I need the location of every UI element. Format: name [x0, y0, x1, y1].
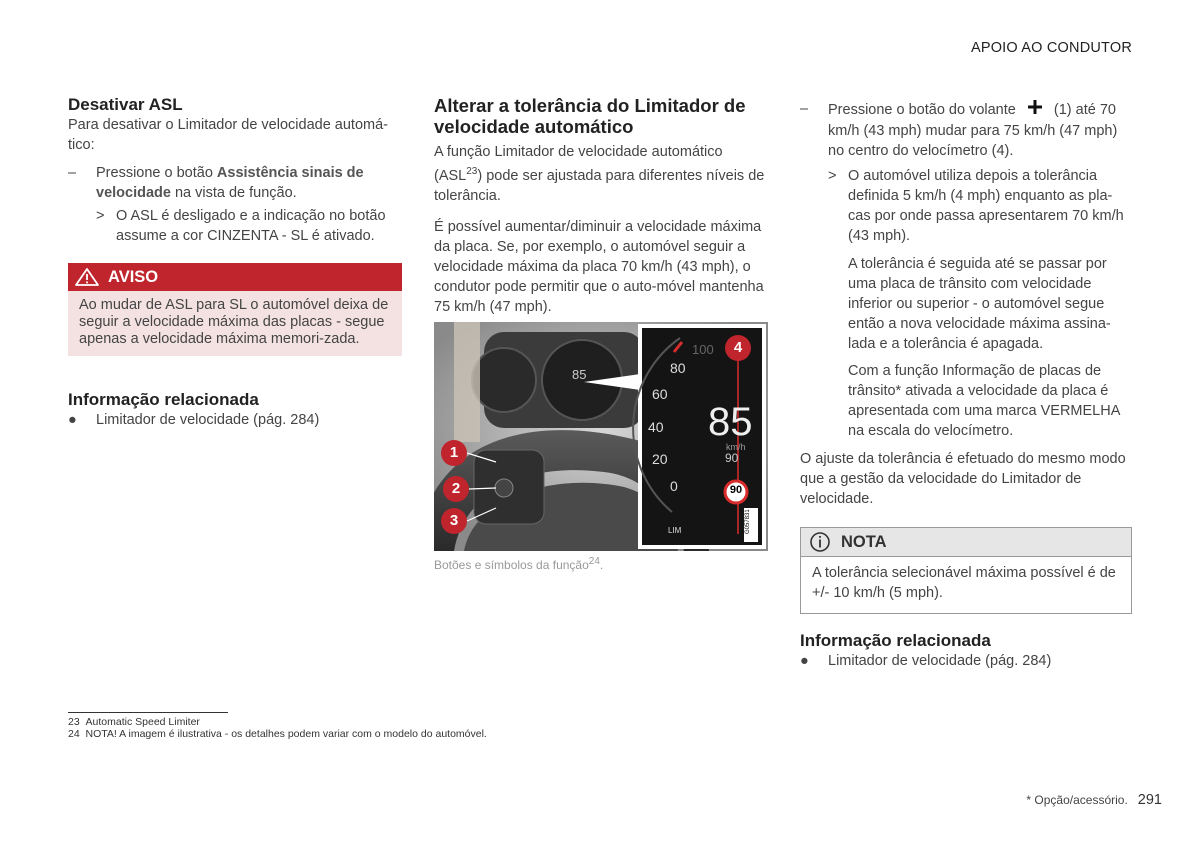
footnote-ref-23[interactable]: 23 [466, 166, 478, 177]
paragraph-sign-info: Com a função Informação de placas de trânsito* ativada a velocidade da placa é apresentada com uma marca VERMELHA na escala do velocímetro. [848, 363, 1120, 439]
figure-code: G057831 [745, 509, 751, 534]
result-item: > O automóvel utiliza depois a tolerância definida 5 km/h (4 mph) enquanto as pla-cas por onde passa apresentarem 70 km/h (43 mph). [828, 168, 1124, 244]
page-footer [1026, 792, 1162, 808]
column-3 [800, 99, 1132, 671]
tick-40: 40 [648, 419, 664, 435]
paragraph-example: É possível aumentar/diminuir a velocidade máxima da placa. Se, por exemplo, o automóvel seguir a velocidade máxima da placa 70 km/h (43 mph), o condutor pode permitir que o auto-móvel mantenha 75 km/h (47 mph). [434, 218, 764, 315]
speed-readout: 85 [708, 400, 753, 444]
info-icon [809, 531, 831, 553]
footnote-23: 23 Automatic Speed Limiter [68, 716, 200, 728]
callout-2: 2 [451, 480, 461, 497]
plus-icon [1020, 99, 1050, 121]
warning-header [68, 263, 402, 291]
footnote-ref-24[interactable]: 24 [588, 556, 600, 567]
paragraph-tolerance: A tolerância é seguida até se passar por uma placa de trânsito com velocidade inferior ou superior - o automóvel segue então a nova velocidade máxima assina-lada e a tolerância é apagada. [848, 256, 1111, 352]
page-number: 291 [1137, 792, 1162, 808]
dash-marker: – [800, 101, 809, 117]
paragraph-intro: A função Limitador de velocidade automático (ASL$^{23}$) pode ser ajustada para diferentes níveis de tolerância. [434, 144, 765, 204]
tick-60: 60 [652, 386, 668, 402]
column-1 [68, 95, 402, 430]
result-marker: > [828, 168, 837, 184]
note-box [800, 527, 1132, 614]
tick-20: 20 [652, 451, 668, 467]
button-name: Assistência sinais de velocidade [96, 165, 364, 201]
heading-tolerance: Alterar a tolerância do Limitador de velocidade automático [434, 95, 746, 137]
set-speed: 90 [725, 451, 739, 465]
tick-100: 100 [692, 342, 714, 357]
speed-sign: 90 [729, 484, 743, 496]
tick-0: 0 [670, 478, 678, 494]
warning-text: Ao mudar de ASL para SL o automóvel deixa de seguir a velocidade máxima das placas - segue apenas a velocidade máxima memori-zada. [68, 291, 402, 356]
warning-box [68, 263, 402, 356]
speed-unit: km/h [726, 442, 746, 452]
dash-marker: – [68, 165, 77, 181]
callout-3: 3 [449, 512, 459, 529]
bullet-dot: ● [800, 653, 809, 669]
note-title: NOTA [841, 533, 887, 551]
callout-4: 4 [733, 339, 743, 356]
option-note: * Opção/acessório. [1026, 793, 1128, 807]
column-2 [434, 95, 770, 317]
result-item: > O ASL é desligado e a indicação no botão assume a cor CINZENTA - SL é ativado. [96, 208, 386, 244]
section-header: APOIO AO CONDUTOR [970, 40, 1132, 56]
related-heading: Informação relacionada [68, 390, 259, 409]
note-header [801, 528, 1131, 557]
related-item[interactable]: ● Limitador de velocidade (pág. 284) [800, 653, 1052, 669]
intro-text: Para desativar o Limitador de velocidade automá-tico: [68, 117, 388, 153]
step-item: – Pressione o botão do volante (1) até 70 km/h (43 mph) mudar para 75 km/h (47 mph) no centro do velocímetro (4). [800, 101, 1118, 159]
step-item: – Pressione o botão Assistência sinais de velocidade na vista de função. [68, 165, 364, 201]
tick-80: 80 [670, 360, 686, 376]
result-marker: > [96, 208, 105, 224]
dashboard-speed: 85 [572, 367, 587, 382]
related-item[interactable]: ● Limitador de velocidade (pág. 284) [68, 412, 320, 428]
footnotes [68, 712, 487, 740]
lim-label: LIM [668, 526, 682, 535]
footnote-divider [68, 712, 228, 713]
figure-caption: Botões e símbolos da função$^{24}$. [434, 556, 604, 572]
paragraph-adjust: O ajuste da tolerância é efetuado do mesmo modo que a gestão da velocidade do Limitador de velocidade. [800, 451, 1126, 507]
related-heading: Informação relacionada [800, 631, 991, 650]
warning-triangle-icon [74, 267, 100, 287]
steering-wheel-figure [434, 322, 768, 551]
bullet-dot: ● [68, 412, 77, 428]
footnote-24: 24 NOTA! A imagem é ilustrativa - os detalhes podem variar com o modelo do automóvel. [68, 728, 487, 740]
callout-1: 1 [449, 444, 459, 461]
heading-deactivate-asl: Desativar ASL [68, 95, 183, 114]
note-text: A tolerância selecionável máxima possível é de +/- 10 km/h (5 mph). [812, 565, 1116, 601]
warning-title: AVISO [108, 268, 159, 286]
